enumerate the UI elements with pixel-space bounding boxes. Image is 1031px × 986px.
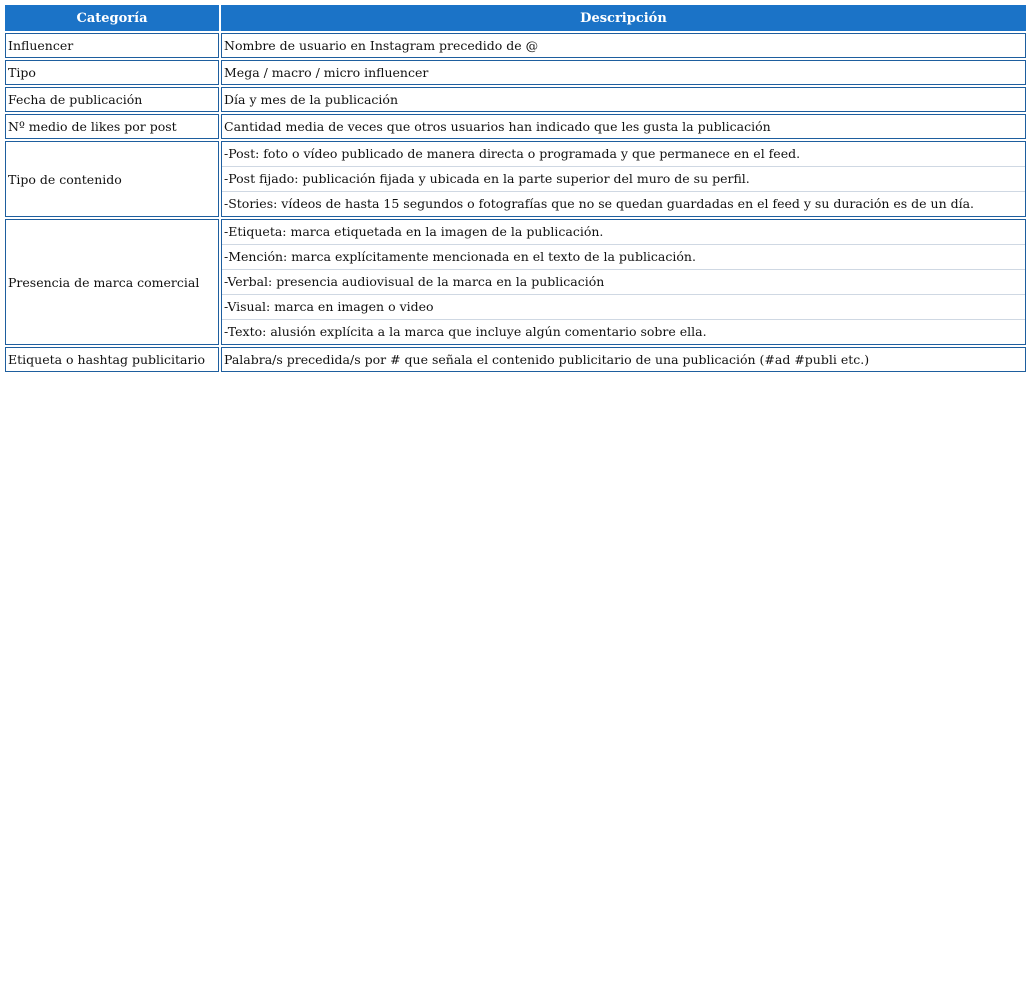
table-body — [5, 33, 1026, 372]
table-row — [5, 347, 1026, 372]
header-row — [5, 5, 1026, 31]
description-cell: Mega / macro / micro influencer — [221, 60, 1026, 85]
description-line: -Etiqueta: marca etiquetada en la imagen de la publicación. — [222, 220, 1025, 245]
category-cell: Etiqueta o hashtag publicitario — [5, 347, 219, 372]
description-cell — [221, 141, 1026, 217]
table-row — [5, 114, 1026, 139]
table-row — [5, 141, 1026, 217]
description-line: -Visual: marca en imagen o video — [222, 295, 1025, 320]
description-line: -Post: foto o vídeo publicado de manera directa o programada y que permanece en el feed. — [222, 142, 1025, 167]
description-cell — [221, 219, 1026, 345]
description-line: -Verbal: presencia audiovisual de la marca en la publicación — [222, 270, 1025, 295]
table-row — [5, 33, 1026, 58]
description-line: -Texto: alusión explícita a la marca que incluye algún comentario sobre ella. — [224, 324, 707, 339]
category-cell: Fecha de publicación — [5, 87, 219, 112]
description-cell: Nombre de usuario en Instagram precedido de @ — [221, 33, 1026, 58]
description-cell: Cantidad media de veces que otros usuarios han indicado que les gusta la publicación — [221, 114, 1026, 139]
category-cell: Presencia de marca comercial — [5, 219, 219, 345]
description-line: -Stories: vídeos de hasta 15 segundos o fotografías que no se quedan guardadas en el feed y su duración es de un día. — [224, 196, 975, 211]
description-cell: Día y mes de la publicación — [221, 87, 1026, 112]
category-cell: Tipo — [5, 60, 219, 85]
description-line: -Post fijado: publicación fijada y ubicada en la parte superior del muro de su perfil. — [222, 167, 1025, 192]
category-cell: Influencer — [5, 33, 219, 58]
category-cell: Tipo de contenido — [5, 141, 219, 217]
description-line: -Mención: marca explícitamente mencionada en el texto de la publicación. — [222, 245, 1025, 270]
header-descripcion: Descripción — [221, 5, 1026, 31]
header-categoria: Categoría — [5, 5, 219, 31]
description-cell: Palabra/s precedida/s por # que señala el contenido publicitario de una publicación (#ad #publi etc.) — [221, 347, 1026, 372]
table-row — [5, 219, 1026, 345]
category-cell: Nº medio de likes por post — [5, 114, 219, 139]
table-row — [5, 60, 1026, 85]
category-table — [3, 3, 1028, 374]
table-row — [5, 87, 1026, 112]
